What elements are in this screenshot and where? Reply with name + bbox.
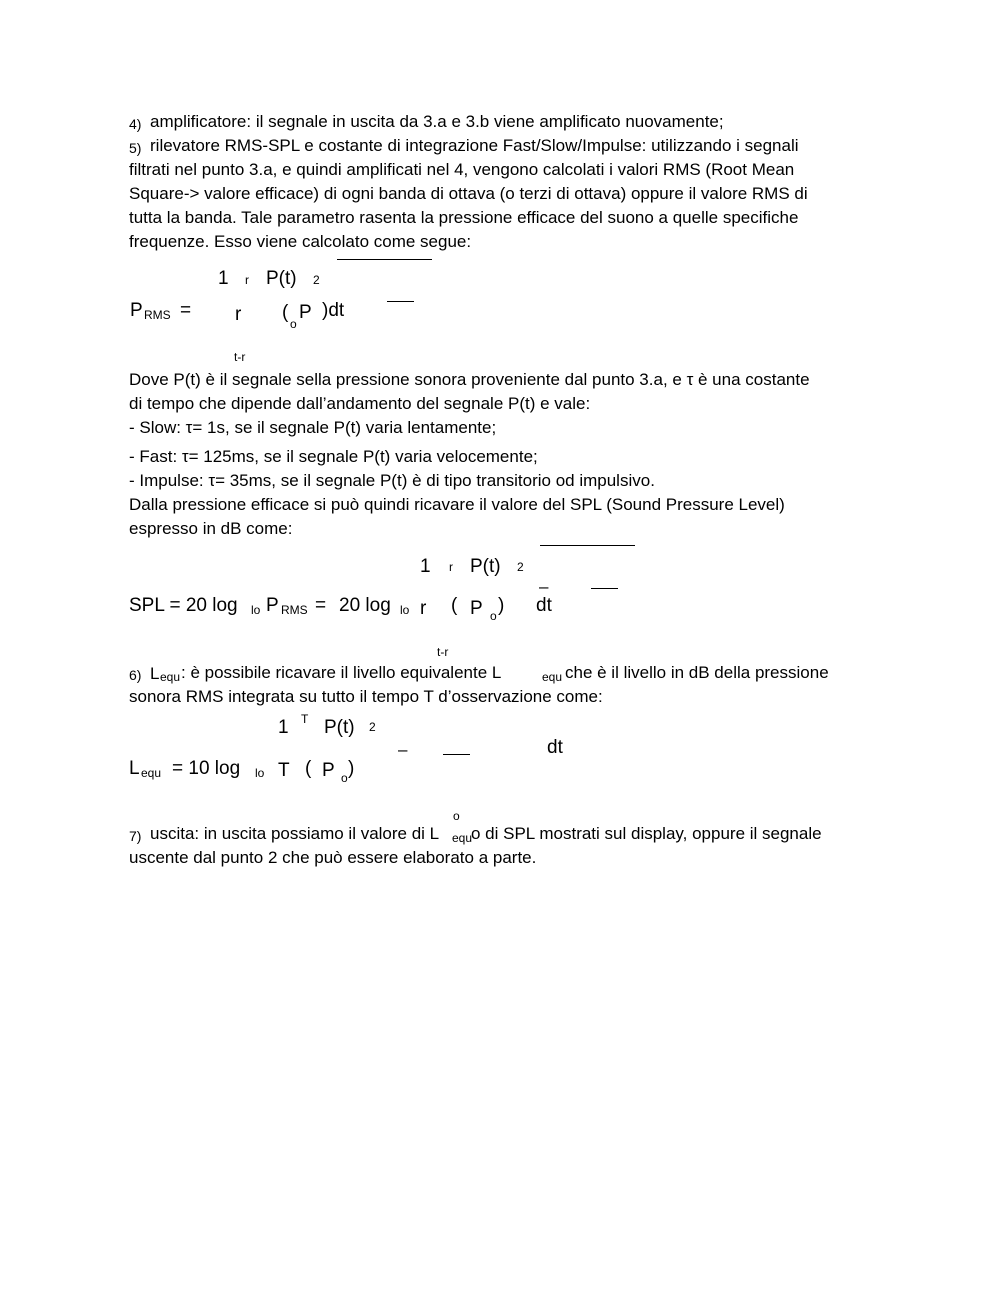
formula-upper-limit: r [245, 273, 249, 287]
item-7-line: uscente dal punto 2 che può essere elaborato a parte. [129, 848, 537, 867]
formula-equals: = [315, 595, 327, 616]
item-7-text: o di SPL mostrati sul display, oppure il segnale [471, 824, 822, 843]
formula-sub-o: o [341, 771, 348, 785]
explanation-line: espresso in dB come: [129, 519, 293, 538]
formula-paren: ) [498, 595, 505, 616]
item-7-number: 7) [129, 828, 142, 844]
formula-dt: dt [547, 737, 563, 758]
formula-paren: ( [305, 758, 312, 779]
formula-exponent: 2 [517, 560, 524, 574]
formula-sub-o: o [290, 317, 297, 331]
formula-upper-limit: r [449, 560, 453, 574]
formula-lower-limit: t-r [234, 350, 246, 364]
formula-p-ref: P [299, 302, 312, 323]
item-4-text: amplificatore: il segnale in uscita da 3.a e 3.b viene amplificato nuovamente; [150, 112, 724, 131]
lequ-subscript: equ [542, 670, 563, 684]
lequ-symbol: L [150, 664, 160, 683]
formula-sub-o: o [490, 609, 497, 623]
formula-t: T [278, 760, 290, 781]
item-6-text: : è possibile ricavare il livello equivalente L [181, 663, 502, 682]
explanation-line: Dove P(t) è il segnale sella pressione sonora proveniente dal punto 3.a, e τ è una costante [129, 370, 810, 389]
formula-lhs-p: P [130, 300, 143, 321]
item-6-line: sonora RMS integrata su tutto il tempo T d’osservazione come: [129, 687, 603, 706]
explanation-line: di tempo che dipende dall’andamento del segnale P(t) e vale: [129, 394, 591, 413]
item-5-line: Square-> valore efficace) di ogni banda di ottava (o terzi di ottava) oppure il valore RMS di [129, 184, 808, 203]
formula-exponent: 2 [313, 273, 320, 287]
lequ-subscript: equ [160, 670, 181, 684]
formula-equals: = [180, 300, 192, 321]
formula-one: 1 [278, 717, 289, 738]
formula-denominator: r [235, 304, 242, 325]
fraction-bar [387, 301, 414, 302]
fast-item: - Fast: τ= 125ms, se il segnale P(t) varia velocemente; [129, 447, 538, 466]
formula-dash: – [539, 577, 549, 596]
formula-dash: – [398, 740, 408, 759]
formula-lhs-sub: RMS [144, 308, 171, 322]
item-4-number: 4) [129, 116, 142, 132]
formula-dt: dt [536, 595, 552, 616]
formula-upper-limit: T [301, 712, 309, 726]
formula-p-ref: P [322, 760, 335, 781]
formula-lower-limit: t-r [437, 645, 449, 659]
item-6-number: 6) [129, 667, 142, 683]
item-7-text: uscita: in uscita possiamo il valore di L [150, 824, 440, 843]
item-5-line: filtrati nel punto 3.a, e quindi amplificati nel 4, vengono calcolati i valori RMS (Root Mean [129, 160, 795, 179]
fraction-bar [591, 588, 618, 589]
formula-l: L [129, 758, 140, 779]
formula-one: 1 [218, 268, 229, 289]
item-5-line: frequenze. Esso viene calcolato come segue: [129, 232, 472, 251]
fraction-bar [337, 259, 432, 260]
formula-pt: P(t) [266, 268, 297, 289]
formula-paren: ) [348, 758, 355, 779]
formula-lhs: SPL = 20 log [129, 595, 238, 616]
fraction-bar [540, 545, 635, 546]
formula-log-sub: lo [251, 603, 261, 617]
fraction-bar [443, 754, 470, 755]
impulse-item: - Impulse: τ= 35ms, se il segnale P(t) è di tipo transitorio od impulsivo. [129, 471, 655, 490]
explanation-line: Dalla pressione efficace si può quindi ricavare il valore del SPL (Sound Pressure Level) [129, 495, 785, 514]
formula-lhs-sub: RMS [281, 603, 308, 617]
formula-rhs: = 10 log [172, 758, 241, 779]
formula-pt: P(t) [470, 556, 501, 577]
formula-denominator: r [420, 598, 427, 619]
formula-lhs-p: P [266, 595, 279, 616]
item-5-line: tutta la banda. Tale parametro rasenta la pressione efficace del suono a quelle specifiche [129, 208, 799, 227]
formula-p-ref: P [470, 598, 483, 619]
formula-l-sub: equ [141, 766, 162, 780]
formula-pt: P(t) [324, 717, 355, 738]
formula-log-sub: lo [255, 766, 265, 780]
lequ-subscript: equ [452, 831, 473, 845]
formula-dt: )dt [322, 300, 345, 321]
formula-log-sub: lo [400, 603, 410, 617]
formula-lower-limit: o [453, 809, 460, 823]
item-5-number: 5) [129, 140, 142, 156]
item-5-line: rilevatore RMS-SPL e costante di integrazione Fast/Slow/Impulse: utilizzando i segnali [150, 136, 799, 155]
item-6-text: che è il livello in dB della pressione [565, 663, 829, 682]
formula-rhs: 20 log [339, 595, 391, 616]
formula-one: 1 [420, 556, 431, 577]
formula-exponent: 2 [369, 720, 376, 734]
slow-item: - Slow: τ= 1s, se il segnale P(t) varia lentamente; [129, 418, 497, 437]
formula-paren: ( [451, 595, 458, 616]
formula-paren: ( [282, 302, 289, 323]
